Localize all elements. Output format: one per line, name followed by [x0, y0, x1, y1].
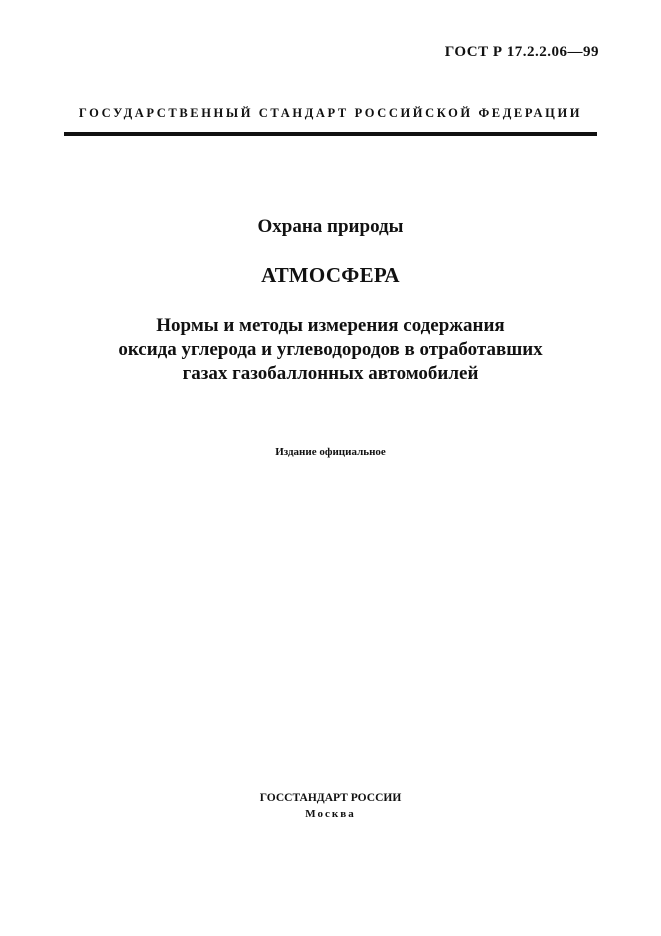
series-title: Охрана природы — [257, 216, 404, 237]
document-code: ГОСТ Р 17.2.2.06—99 — [444, 44, 599, 60]
edition-note: Издание официальное — [275, 446, 386, 458]
document-title-line-1: Нормы и методы измерения содержания — [156, 315, 505, 336]
subject-title: АТМОСФЕРА — [261, 263, 400, 287]
standard-header-title: ГОСУДАРСТВЕННЫЙ СТАНДАРТ РОССИЙСКОЙ ФЕДЕРАЦИИ — [78, 106, 583, 120]
document-title — [0, 314, 661, 386]
publication-city: Москва — [305, 808, 356, 820]
publisher-name: ГОССТАНДАРТ РОССИИ — [259, 792, 402, 804]
document-title-line-3: газах газобаллонных автомобилей — [182, 363, 479, 384]
header-rule-divider — [64, 132, 597, 136]
document-title-line-2: оксида углерода и углеводородов в отработавших — [118, 339, 543, 360]
